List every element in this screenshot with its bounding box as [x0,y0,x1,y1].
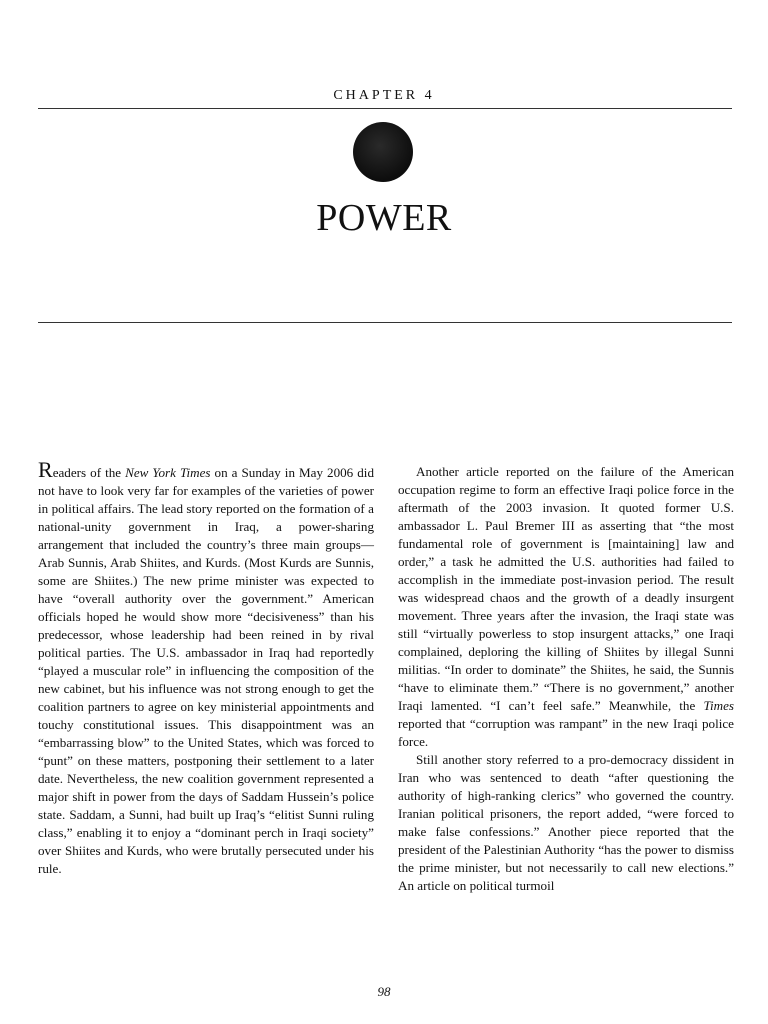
chapter-ornament [353,122,413,182]
left-column [38,457,374,878]
paragraph-3: Still another story referred to a pro-democracy dissident in Iran who was sentenced to death “after questioning the authority of high-ranking clerics” who governed the country. Iranian political prisoners, the report added, “were forced to make false confessions.” Another piece reported that the president of the Palestinian Authority “has the power to dismiss the prime minister, but not necessarily to call new elections.” An article on political turmoil [398,752,734,893]
newspaper-title: New York Times [125,465,211,480]
paragraph-1-text-a: eaders of the [52,465,126,480]
drop-cap: R [38,457,53,482]
paragraph-2-text-a: Another article reported on the failure of the American occupation regime to form an effective Iraqi police force in the aftermath of the 2003 invasion. It quoted former U.S. ambassador L. Paul Bremer III as asserting that “the most fundamental role of government is [maintaining] law and order,” a task he admitted the U.S. authorities had failed to accomplish in the immediate post-invasion period. The result was widespread chaos and the growth of a deadly insurgent movement. Three years after the invasion, the Iraqi state was still “virtually powerless to stop insurgent attacks,” one Iraqi complained, deploring the killing of Shiites by illegal Sunni militias. “In order to dominate” the Shiites, he said, the Sunnis “have to eliminate them.” “There is no government,” another Iraqi lamented. “I can’t feel safe.” Meanwhile, the [398,464,734,713]
paragraph-2-text-b: reported that “corruption was rampant” in the new Iraqi police force. [398,716,734,749]
chapter-label: CHAPTER 4 [333,88,435,103]
paragraph-2 [398,463,734,751]
bottom-rule [38,322,732,323]
paragraph-1 [38,457,374,878]
top-rule [38,108,732,109]
right-column [398,463,734,895]
newspaper-title-short: Times [703,698,734,713]
chapter-title: POWER [316,197,452,239]
page-number: 98 [377,984,391,999]
paragraph-1-text-b: on a Sunday in May 2006 did not have to look very far for examples of the varieties of power in political affairs. The lead story reported on the formation of a national-unity government in Iraq, a power-sharing arrangement that included the country’s three main groups—Arab Sunnis, Arab Shiites, and Kurds. (Most Kurds are Sunnis, some are Shiites.) The new prime minister was expected to have “overall authority over the government.” American officials hoped he would show more “decisiveness” than his predecessor, whose leadership had been reined in by rival political parties. The U.S. ambassador in Iraq had reportedly “played a muscular role” in influencing the composition of the new cabinet, but his influence was not strong enough to get the coalition partners to agree on key ministerial appointments and touchy constitutional issues. This disappointment was an “embarrassing blow” to the United States, which was forced to “punt” on these matters, postponing their settlement to a later date. Nevertheless, the new coalition government represented a major shift in power from the days of Saddam Hussein’s police state. Saddam, a Sunni, had built up Iraq’s “elitist Sunni ruling class,” enabling it to enjoy a “dominant perch in Iraqi society” over Shiites and Kurds, who were brutally persecuted under his rule. [38,465,374,876]
